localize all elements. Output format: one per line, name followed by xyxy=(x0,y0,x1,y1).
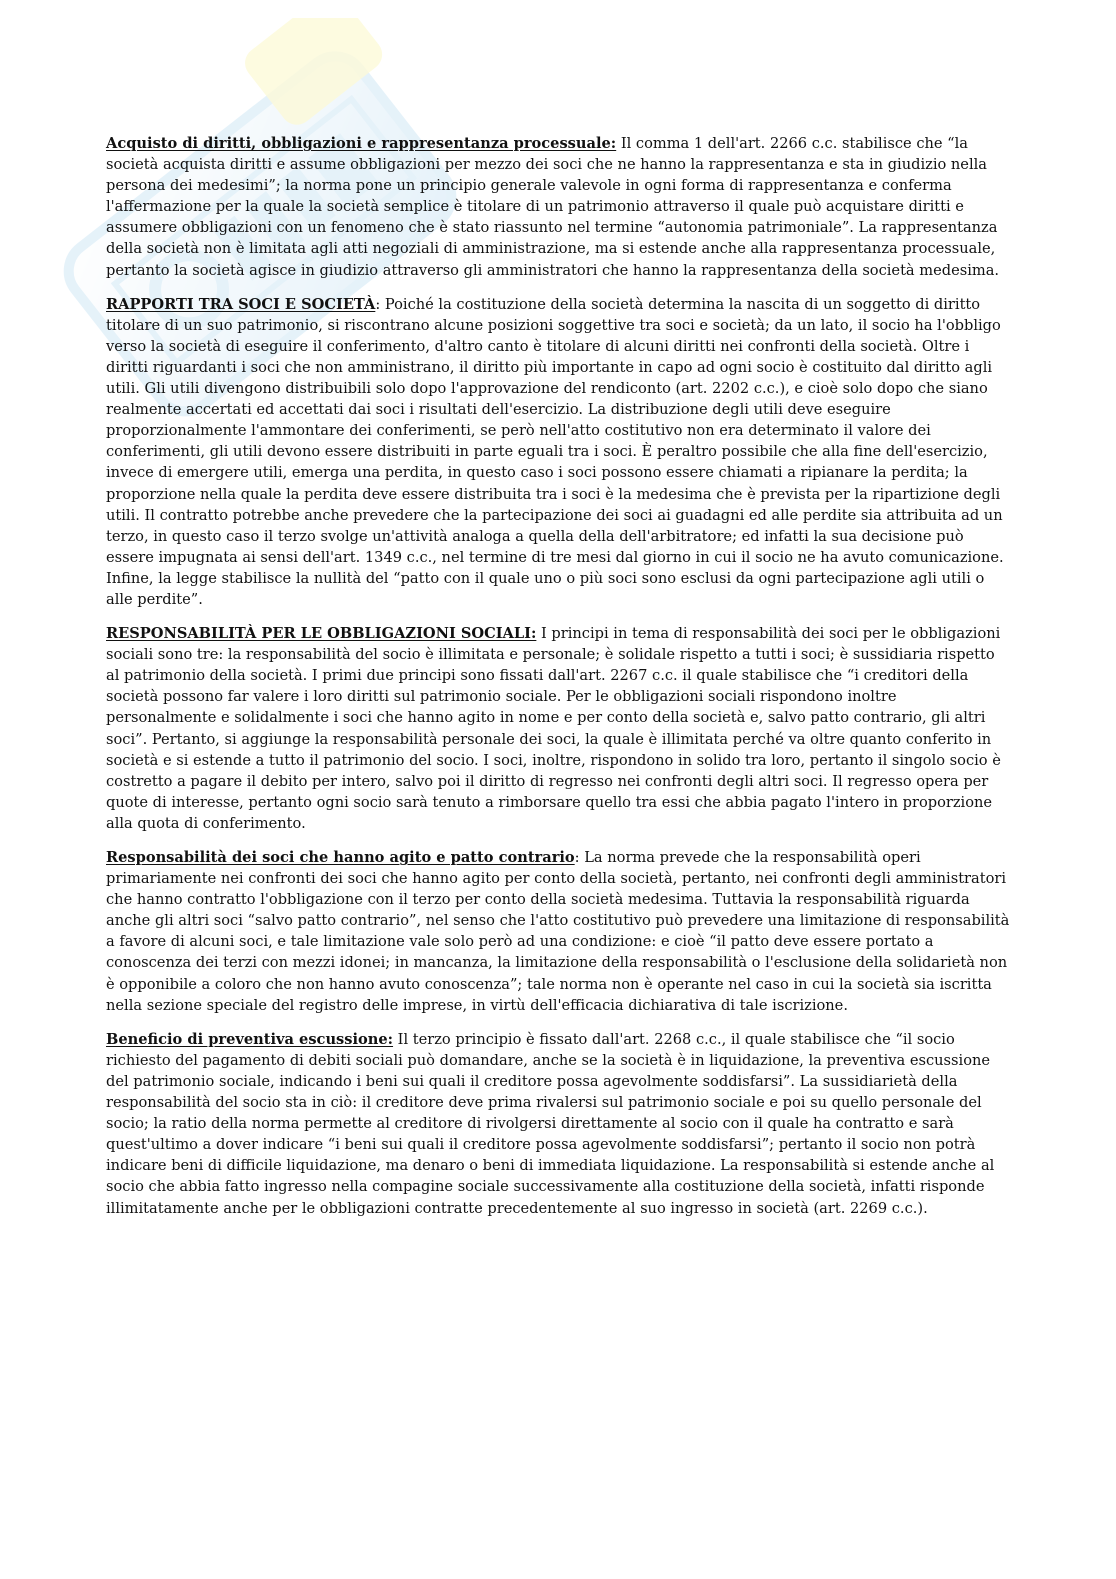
section-patto-contrario xyxy=(106,847,1011,1016)
section-text: Il terzo principio è fissato dall'art. 2268 c.c., il quale stabilisce che “il socio richiesto del pagamento di debiti sociali può domandare, anche se la società è in liquidazione, la preventiva escussione del patrimonio sociale, indicando i beni sui quali il creditore possa agevolmente soddisfarsi”. La sussidiarietà della responsabilità del socio sta in ciò: il creditore deve prima rivalersi sul patrimonio sociale e poi su quello personale del socio; la ratio della norma permette al creditore di rivolgersi direttamente al socio con il quale ha contratto e sarà quest'ultimo a dover indicare “i beni sui quali il creditore possa agevolmente soddisfarsi”; pertanto il socio non potrà indicare beni di difficile liquidazione, ma denaro o beni di immediata liquidazione. La responsabilità si estende anche al socio che abbia fatto ingresso nella compagine sociale successivamente alla costituzione della società, infatti risponde illimitatamente anche per le obbligazioni contratte precedentemente al suo ingresso in società (art. 2269 c.c.). xyxy=(106,1030,995,1217)
section-responsabilita xyxy=(106,623,1011,834)
section-heading: Acquisto di diritti, obbligazioni e rappresentanza processuale: xyxy=(106,135,617,152)
section-acquisto xyxy=(106,133,1011,281)
section-heading: RAPPORTI TRA SOCI E SOCIETÀ xyxy=(106,295,376,313)
section-heading: RESPONSABILITÀ PER LE OBBLIGAZIONI SOCIALI: xyxy=(106,625,537,643)
section-text: I principi in tema di responsabilità dei soci per le obbligazioni sociali sono tre: la responsabilità del socio è illimitata e personale; è solidale rispetto a tutti i soci; è sussidiaria rispetto al patrimonio della società. I primi due principi sono fissati dall'art. 2267 c.c. il quale stabilisce che “i creditori della società possono far valere i loro diritti sul patrimonio sociale. Per le obbligazioni sociali rispondono inoltre personalmente e solidalmente i soci che hanno agito in nome e per conto della società e, salvo patto contrario, gli altri soci”. Pertanto, si aggiunge la responsabilità personale dei soci, la quale è illimitata perché va oltre quanto conferito in società e si estende a tutto il patrimonio del socio. I soci, inoltre, rispondono in solido tra loro, pertanto il singolo socio è costretto a pagare il debito per intero, salvo poi il diritto di regresso nei confronti degli altri soci. Il regresso opera per quote di interesse, pertanto ogni socio sarà tenuto a rimborsare quello tra essi che abbia pagato l'intero in proporzione alla quota di conferimento. xyxy=(106,625,1001,832)
section-text: Il comma 1 dell'art. 2266 c.c. stabilisce che “la società acquista diritti e assume obbligazioni per mezzo dei soci che ne hanno la rappresentanza e sta in giudizio nella persona dei medesimi”; la norma pone un principio generale valevole in ogni forma di rappresentanza e conferma l'affermazione per la quale la società semplice è titolare di un patrimonio attraverso il quale può acquistare diritti e assumere obbligazioni con un fenomeno che è stato riassunto nel termine “autonomia patrimoniale”. La rappresentanza della società non è limitata agli atti negoziali di amministrazione, ma si estende anche alla rappresentanza processuale, pertanto la società agisce in giudizio attraverso gli amministratori che hanno la rappresentanza della società medesima. xyxy=(106,135,1000,279)
section-beneficio xyxy=(106,1029,1011,1219)
section-text: : Poiché la costituzione della società determina la nascita di un soggetto di diritto titolare di un suo patrimonio, si riscontrano alcune posizioni soggettive tra soci e società; da un lato, il socio ha l'obbligo verso la società di eseguire il conferimento, d'altro canto è titolare di alcuni diritti nei confronti della società. Oltre i diritti riguardanti i soci che non amministrano, il diritto più importante in capo ad ogni socio è costituito dal diritto agli utili. Gli utili divengono distribuibili solo dopo l'approvazione del rendiconto (art. 2202 c.c.), e cioè solo dopo che siano realmente accertati ed accettati dai soci i risultati dell'esercizio. La distribuzione degli utili deve eseguire proporzionalmente l'ammontare dei conferimenti, se però nell'atto costitutivo non era determinato il valore dei conferimenti, gli utili devono essere distribuiti in parte eguali tra i soci. È peraltro possibile che alla fine dell'esercizio, invece di emergere utili, emerga una perdita, in questo caso i soci possono essere chiamati a ripianare la perdita; la proporzione nella quale la perdita deve essere distribuita tra i soci è la medesima che è prevista per la ripartizione degli utili. Il contratto potrebbe anche prevedere che la partecipazione dei soci ai guadagni ed alle perdite sia attribuita ad un terzo, in questo caso il terzo svolge un'attività analoga a quella della dell'arbitratore; ed infatti la sua decisione può essere impugnata ai sensi dell'art. 1349 c.c., nel termine di tre mesi dal giorno in cui il socio ne ha avuto comunicazione. Infine, la legge stabilisce la nullità del “patto con il quale uno o più soci sono esclusi da ogni partecipazione agli utili o alle perdite”. xyxy=(106,295,1004,608)
section-rapporti xyxy=(106,294,1011,610)
section-text: : La norma prevede che la responsabilità operi primariamente nei confronti dei soci che hanno agito per conto della società, pertanto, nei confronti degli amministratori che hanno contratto l'obbligazione con il terzo per conto della società medesima. Tuttavia la responsabilità riguarda anche gli altri soci “salvo patto contrario”, nel senso che l'atto costitutivo può prevedere una limitazione di responsabilità a favore di alcuni soci, e tale limitazione vale solo però ad una condizione: e cioè “il patto deve essere portato a conoscenza dei terzi con mezzi idonei; in mancanza, la limitazione della responsabilità o l'esclusione della solidarietà non è opponibile a coloro che non hanno avuto conoscenza”; tale norma non è operante nel caso in cui la società sia iscritta nella sezione speciale del registro delle imprese, in virtù dell'efficacia dichiarativa di tale iscrizione. xyxy=(106,849,1010,1014)
section-heading: Responsabilità dei soci che hanno agito e patto contrario xyxy=(106,849,575,866)
section-heading: Beneficio di preventiva escussione: xyxy=(106,1030,394,1048)
document-body xyxy=(106,133,1011,1232)
